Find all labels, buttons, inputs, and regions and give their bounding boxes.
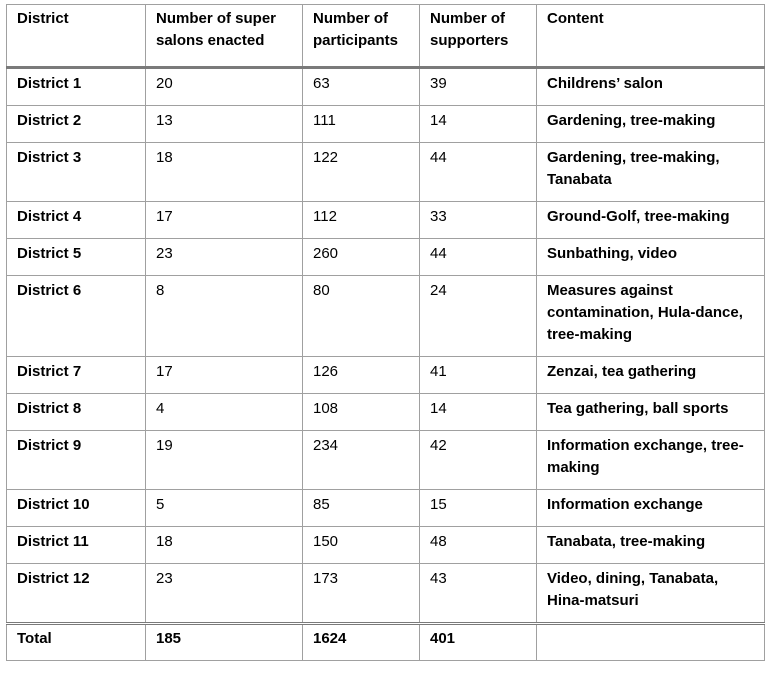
content-cell: Tea gathering, ball sports	[537, 394, 765, 431]
header-district: District	[7, 5, 146, 68]
table-row	[7, 431, 765, 490]
content-cell: Gardening, tree-making, Tanabata	[537, 143, 765, 202]
supporters-cell: 41	[420, 357, 537, 394]
district-cell: District 11	[7, 527, 146, 564]
district-cell: District 12	[7, 564, 146, 624]
header-salons: Number of super salons enacted	[146, 5, 303, 68]
header-supporters: Number of supporters	[420, 5, 537, 68]
total-label: Total	[7, 624, 146, 661]
participants-cell: 150	[303, 527, 420, 564]
district-cell: District 6	[7, 276, 146, 357]
table-row	[7, 564, 765, 624]
district-cell: District 5	[7, 239, 146, 276]
table-row	[7, 490, 765, 527]
table-row	[7, 143, 765, 202]
participants-cell: 111	[303, 106, 420, 143]
supporters-cell: 43	[420, 564, 537, 624]
total-content	[537, 624, 765, 661]
supporters-cell: 15	[420, 490, 537, 527]
content-cell: Measures against contamination, Hula-dance, tree-making	[537, 276, 765, 357]
participants-cell: 234	[303, 431, 420, 490]
content-cell: Childrens’ salon	[537, 68, 765, 106]
supporters-cell: 24	[420, 276, 537, 357]
table-row	[7, 239, 765, 276]
participants-cell: 108	[303, 394, 420, 431]
total-row	[7, 624, 765, 661]
supporters-cell: 42	[420, 431, 537, 490]
district-cell: District 3	[7, 143, 146, 202]
salons-cell: 18	[146, 527, 303, 564]
salons-cell: 17	[146, 357, 303, 394]
header-row	[7, 5, 765, 68]
participants-cell: 122	[303, 143, 420, 202]
total-salons: 185	[146, 624, 303, 661]
district-cell: District 1	[7, 68, 146, 106]
salons-cell: 8	[146, 276, 303, 357]
salons-cell: 19	[146, 431, 303, 490]
supporters-cell: 14	[420, 106, 537, 143]
content-cell: Information exchange	[537, 490, 765, 527]
salons-cell: 23	[146, 564, 303, 624]
salon-district-table	[6, 4, 765, 661]
content-cell: Information exchange, tree-making	[537, 431, 765, 490]
salons-cell: 17	[146, 202, 303, 239]
supporters-cell: 39	[420, 68, 537, 106]
salons-cell: 4	[146, 394, 303, 431]
participants-cell: 173	[303, 564, 420, 624]
district-cell: District 9	[7, 431, 146, 490]
total-supporters: 401	[420, 624, 537, 661]
table-row	[7, 68, 765, 106]
participants-cell: 63	[303, 68, 420, 106]
supporters-cell: 44	[420, 143, 537, 202]
content-cell: Zenzai, tea gathering	[537, 357, 765, 394]
district-cell: District 4	[7, 202, 146, 239]
table-row	[7, 394, 765, 431]
total-participants: 1624	[303, 624, 420, 661]
content-cell: Ground-Golf, tree-making	[537, 202, 765, 239]
content-cell: Gardening, tree-making	[537, 106, 765, 143]
district-cell: District 10	[7, 490, 146, 527]
salons-cell: 18	[146, 143, 303, 202]
content-cell: Sunbathing, video	[537, 239, 765, 276]
supporters-cell: 48	[420, 527, 537, 564]
district-cell: District 7	[7, 357, 146, 394]
table-row	[7, 202, 765, 239]
supporters-cell: 14	[420, 394, 537, 431]
participants-cell: 80	[303, 276, 420, 357]
district-cell: District 8	[7, 394, 146, 431]
header-participants: Number of participants	[303, 5, 420, 68]
table-row	[7, 106, 765, 143]
table-row	[7, 357, 765, 394]
table-row	[7, 527, 765, 564]
salons-cell: 20	[146, 68, 303, 106]
supporters-cell: 44	[420, 239, 537, 276]
supporters-cell: 33	[420, 202, 537, 239]
table-row	[7, 276, 765, 357]
district-cell: District 2	[7, 106, 146, 143]
participants-cell: 260	[303, 239, 420, 276]
salons-cell: 13	[146, 106, 303, 143]
salons-cell: 5	[146, 490, 303, 527]
participants-cell: 126	[303, 357, 420, 394]
participants-cell: 85	[303, 490, 420, 527]
salons-cell: 23	[146, 239, 303, 276]
header-content: Content	[537, 5, 765, 68]
content-cell: Tanabata, tree-making	[537, 527, 765, 564]
participants-cell: 112	[303, 202, 420, 239]
content-cell: Video, dining, Tanabata, Hina-matsuri	[537, 564, 765, 624]
